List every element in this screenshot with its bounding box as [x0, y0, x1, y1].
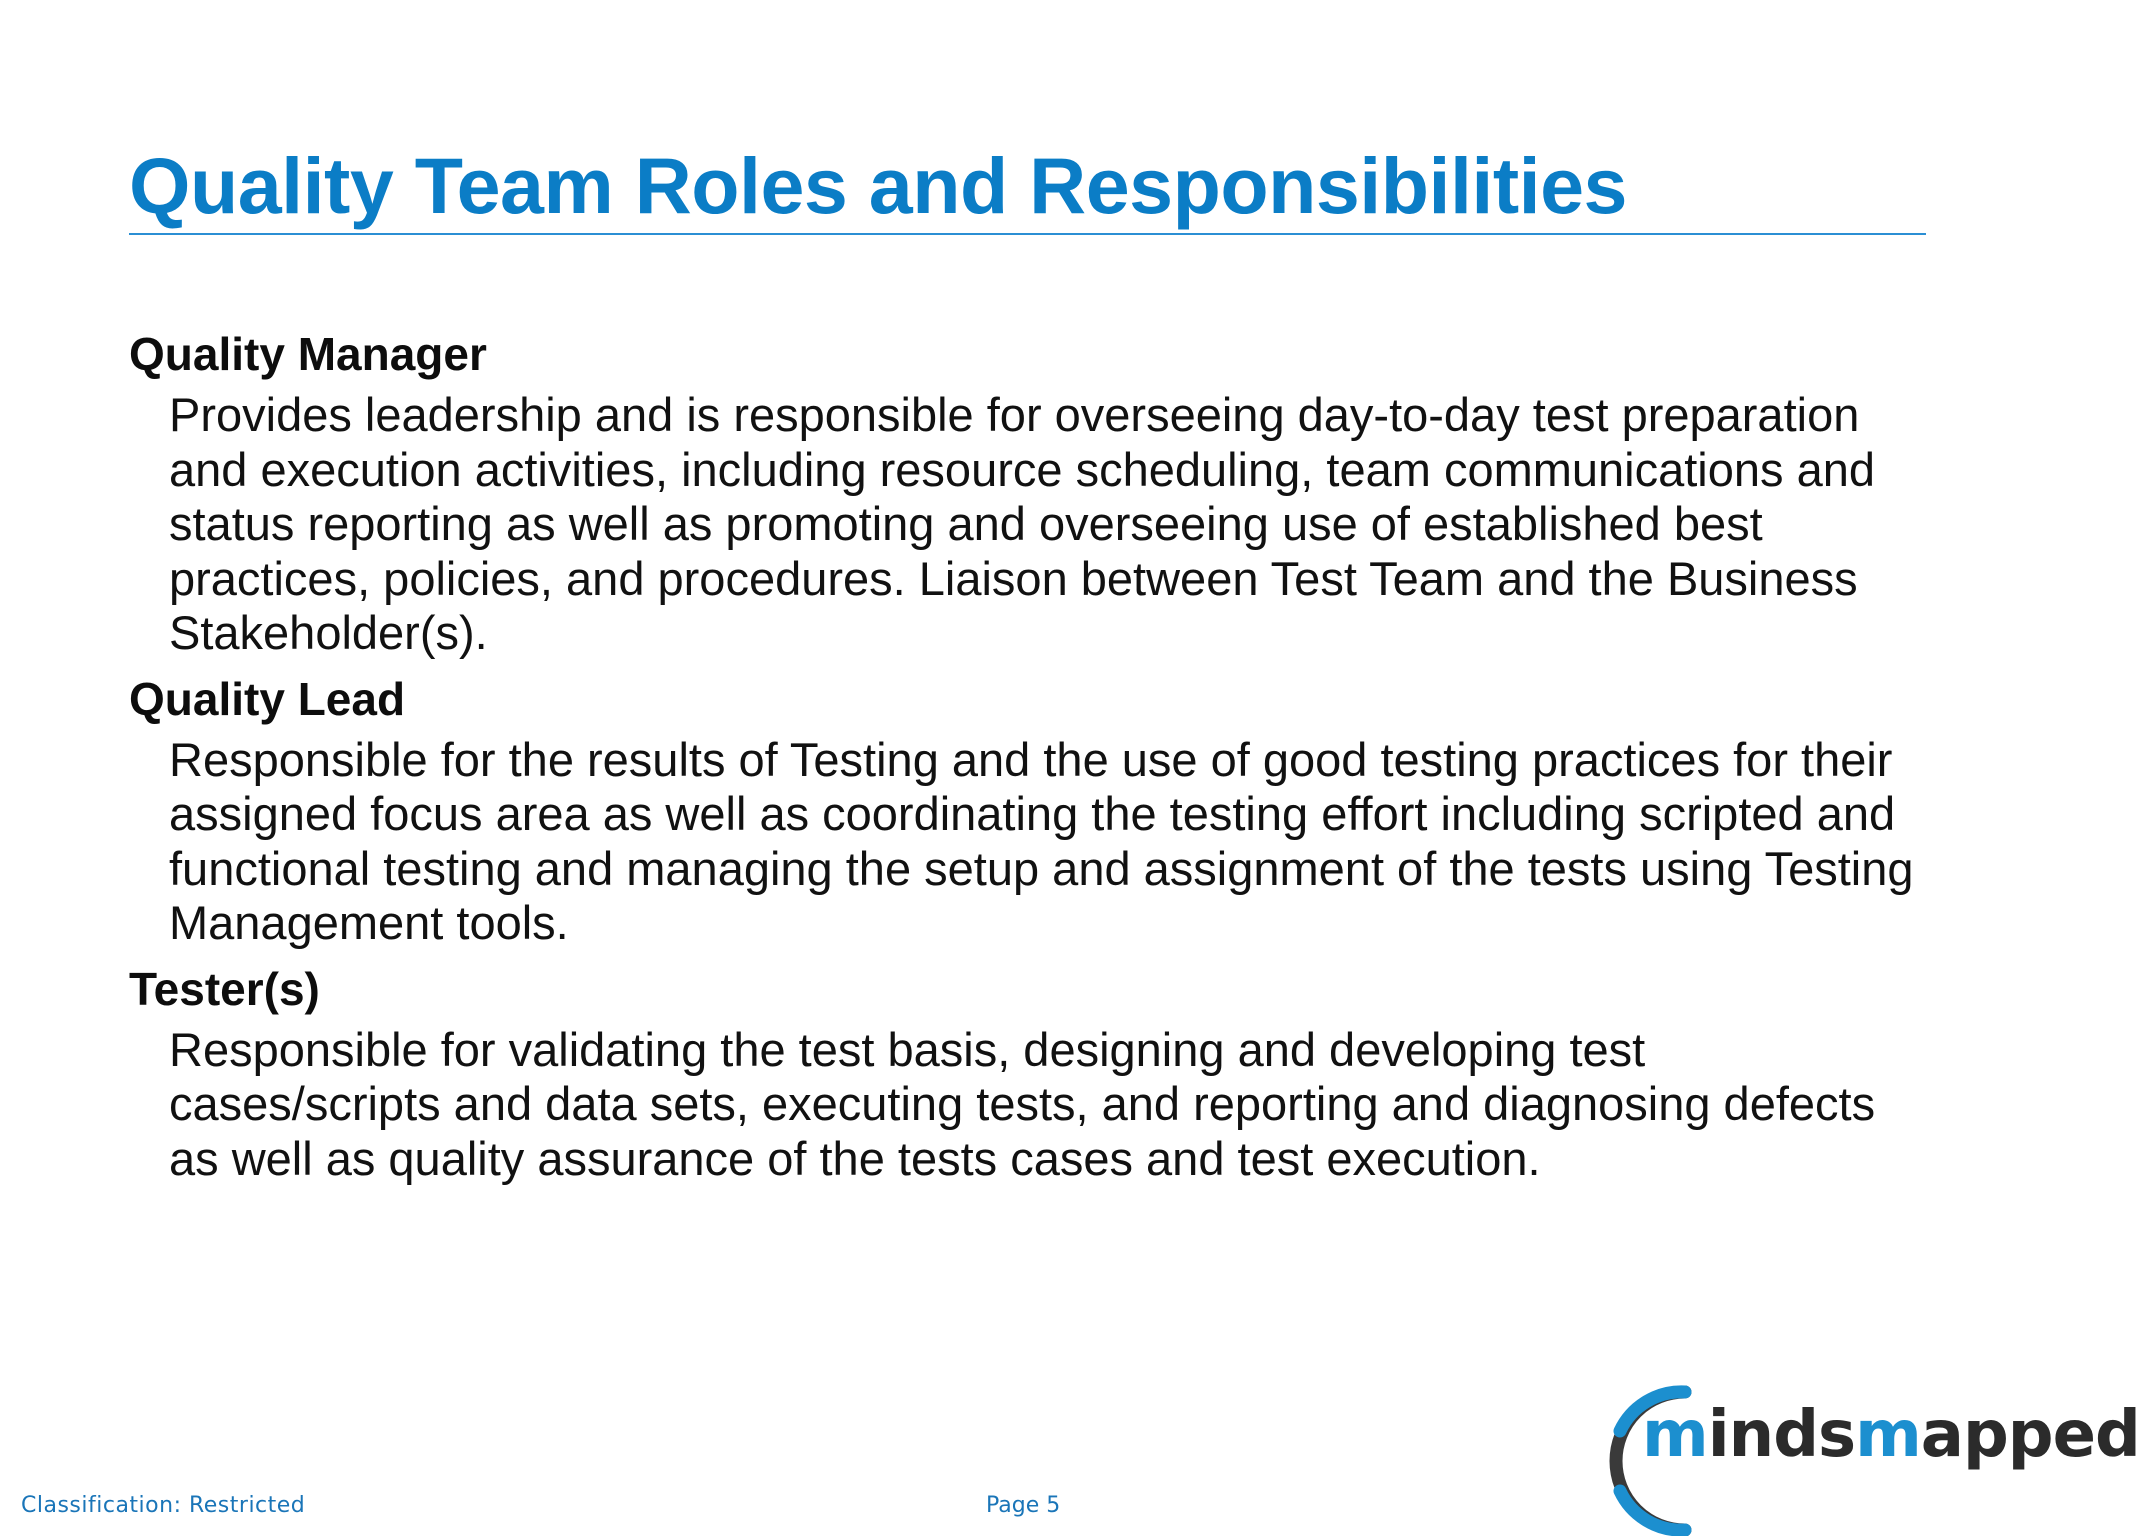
role-name: Quality Lead: [129, 672, 406, 725]
logo-wordmark: [1642, 1398, 2140, 1472]
roles-list: [129, 326, 1929, 1196]
page-number: Page 5: [986, 1493, 1061, 1518]
role-name: Tester(s): [129, 962, 320, 1015]
logo-text-part: m: [1642, 1398, 1708, 1472]
slide-title: Quality Team Roles and Responsibilities: [129, 141, 1627, 230]
role-description: Responsible for the results of Testing and the use of good testing practices for their assigned focus area as well as coordinating the testing effort including scripted and functional testing and managing the setup and assignment of the tests using Testing Management tools.: [169, 732, 1914, 949]
logo-text-part: m: [1855, 1398, 1921, 1472]
role-name: Quality Manager: [129, 328, 487, 380]
title-divider: [129, 233, 1926, 235]
role-quality-lead: [129, 671, 1929, 951]
role-description: Provides leadership and is responsible for overseeing day-to-day test preparation and execution activities, including resource scheduling, team communications and status reporting as well as promoting and overseeing use of established best practices, policies, and procedures. Liaison between Test Team and the Business Stakeholder(s).: [169, 388, 1875, 659]
logo-text-part: inds: [1707, 1398, 1856, 1472]
role-quality-manager: [129, 326, 1929, 661]
role-description: Responsible for validating the test basis, designing and developing test cases/scripts and data sets, executing tests, and reporting and diagnosing defects as well as quality assurance of the tests cases and test execution.: [169, 1022, 1876, 1185]
logo-text-part: apped: [1920, 1398, 2140, 1472]
mindsmapped-logo: [1590, 1386, 2140, 1536]
classification-label: Classification: Restricted: [21, 1493, 306, 1518]
role-testers: [129, 961, 1929, 1187]
